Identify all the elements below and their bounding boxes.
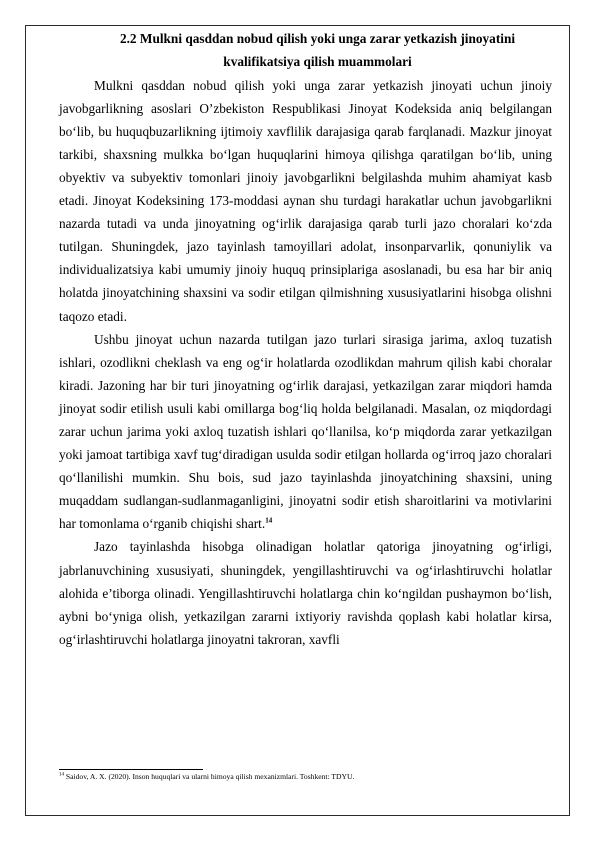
paragraph-1: Mulkni qasddan nobud qilish yoki unga zarar yetkazish jinoyati uchun jinoiy javobgarlikning asoslari O’zbekiston Respublikasi Jinoyat Kodeksida aniq belgilangan bo‘lib, bu huquqbuzarlikning ijtimoiy xavflilik darajasiga qarab farqlanadi. Mazkur jinoyat tarkibi, shaxsning mulkka bo‘lgan huquqlarini himoya qilishga qaratilgan bo‘lib, uning obyektiv va subyektiv tomonlari jinoiy javobgarlikni belgilashda muhim ahamiyat kasb etadi. Jinoyat Kodeksining 173-moddasi aynan shu turdagi harakatlar uchun javobgarlikni nazarda tutadi va unda jinoyatning og‘irlik darajasiga qarab turli jazo choralari ko‘zda tutilgan. Shuningdek, jazo tayinlash tamoyillari adolat, insonparvarlik, qonuniylik va individualizatsiya kabi umumiy jinoiy huquq prinsiplariga asoslanadi, bu esa har bir aniq holatda jinoyatchining shaxsini va sodir etilgan qilmishning xususiyatlarini hisobga olishni taqozo etadi. — [59, 77, 552, 324]
footnote-number: 14 — [59, 772, 64, 778]
footnote-text: Saidov, A. X. (2020). Inson huquqlari va ularni himoya qilish mexanizmlari. Toshkent: TDYU. — [64, 772, 355, 781]
footnote-separator — [59, 769, 203, 770]
section-title-line-2: kvalifikatsiya qilish muammolari — [223, 53, 412, 69]
section-title — [59, 28, 552, 74]
footnote-reference[interactable]: 14 — [265, 516, 273, 525]
section-title-line-1: 2.2 Mulkni qasddan nobud qilish yoki unga zarar yetkazish jinoyatini — [119, 31, 516, 46]
footnote — [59, 772, 552, 782]
paragraph-2 — [59, 328, 552, 536]
paragraph-3: Jazo tayinlashda hisobga olinadigan holatlar qatoriga jinoyatning og‘irligi, jabrlanuvchining xususiyati, shuningdek, yengillashtiruvchi va og‘irlashtiruvchi holatlar alohida e’tiborga olinadi. Yengillashtiruvchi holatlarga chin ko‘ngildan pushaymon bo‘lish, aybni bo‘yniga olish, yetkazilgan zararni ixtiyoriy ravishda qoplash kabi holatlar kirsa, og‘irlashtiruvchi holatlarga jinoyatni takroran, xavfli — [59, 539, 552, 647]
page-content — [59, 28, 552, 651]
paragraph-2-text: Ushbu jinoyat uchun nazarda tutilgan jazo turlari sirasiga jarima, axloq tuzatish ishlari, ozodlikni cheklash va eng og‘ir holatlarda ozodlikdan mahrum qilish kabi choralar kiradi. Jazoning har bir turi jinoyatning og‘irlik darajasi, yetkazilgan zarar miqdori hamda jinoyat sodir etilish usuli kabi omillarga bog‘liq holda belgilanadi. Masalan, oz miqdordagi zarar uchun jarima yoki axloq tuzatish ishlari qo‘llanilsa, ko‘p miqdorda zarar yetkazilgan yoki jamoat tartibiga xavf tug‘diradigan usulda sodir etilgan hollarda og‘irroq jazo choralari qo‘llanilishi mumkin. Shu bois, sud jazo tayinlashda jinoyatchining shaxsini, uning muqaddam sudlangan-sudlanmaganligini, jinoyatni sodir etish sharoitlarini va motivlarini har tomonlama o‘rganib chiqishi shart. — [59, 331, 552, 532]
